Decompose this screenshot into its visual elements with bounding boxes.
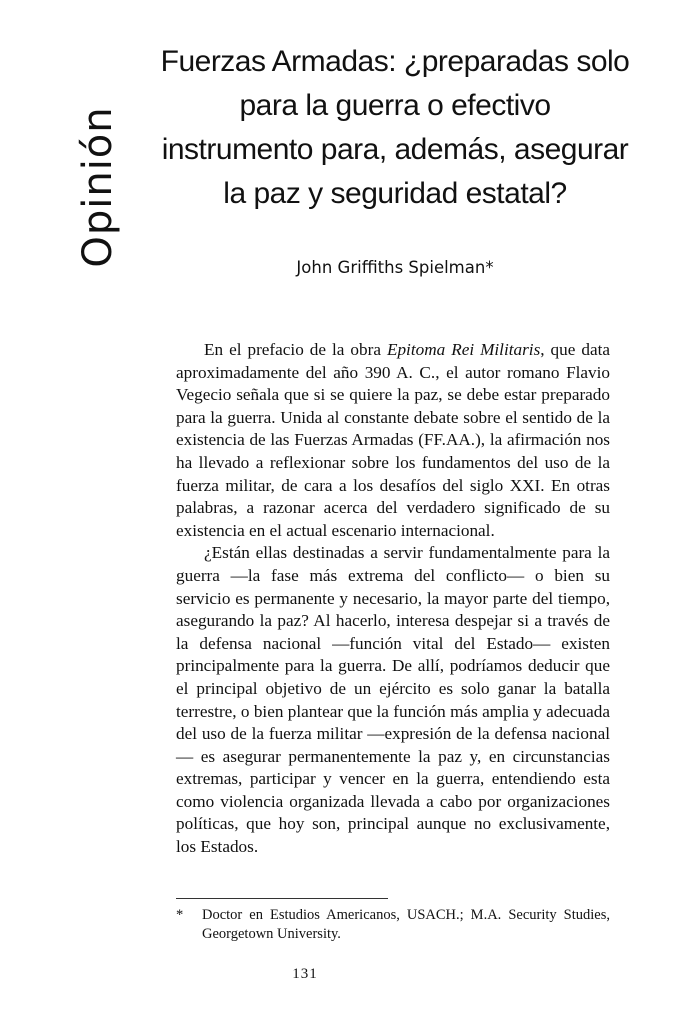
paragraph-1 xyxy=(176,339,610,542)
footnote-text: Doctor en Estudios Americanos, USACH.; M.A. Security Studies, Georgetown University. xyxy=(202,907,610,942)
paragraph-1-before: En el prefacio de la obra xyxy=(204,340,387,359)
section-label-text: Opinión xyxy=(75,106,121,268)
paragraph-2: ¿Están ellas destinadas a servir fundamentalmente para la guerra —la fase más extrema del conflicto— o bien su servicio es permanente y necesario, la mayor parte del tiempo, asegurando la paz? Al hacerlo, interesa despejar si a través de la defensa nacional —función vital del Estado— existen principalmente para la guerra. De allí, podríamos deducir que el principal objetivo de un ejército es solo ganar la batalla terrestre, o bien plantear que la función más amplia y adecuada del uso de la fuerza militar —expresión de la defensa nacional— es asegurar permanentemente la paz y, en circunstancias extremas, participar y vencer en la guerra, entendiendo esta como violencia organizada llevada a cabo por organizaciones políticas, que hoy son, principal aunque no exclusivamente, los Estados. xyxy=(176,543,610,857)
paragraph-1-after: , que data aproximadamente del año 390 A. C., el autor romano Flavio Vegecio señala que si se quiere la paz, se debe estar preparado para la guerra. Unida al constante debate sobre el sentido de la existencia de las Fuerzas Armadas (FF.AA.), la afirmación nos ha llevado a reflexionar sobre los fundamentos del uso de la fuerza militar, de cara a los desafíos del siglo XXI. En otras palabras, a razonar acerca del verdadero significado de su existencia en el actual escenario internacional. xyxy=(176,340,610,540)
page-number xyxy=(0,966,610,983)
article-body xyxy=(176,339,610,859)
author-name: John Griffiths Spielman* xyxy=(296,258,494,277)
page-number-text: 131 xyxy=(292,966,318,982)
footnote-divider xyxy=(176,898,388,899)
work-title: Epitoma Rei Militaris xyxy=(386,340,541,359)
article-title: Fuerzas Armadas: ¿preparadas solo para la guerra o efectivo instrumento para, además, asegurar la paz y seguridad estatal? xyxy=(160,45,630,210)
footnote-mark: * xyxy=(176,907,184,923)
section-label xyxy=(62,106,134,268)
footnote xyxy=(176,906,610,944)
